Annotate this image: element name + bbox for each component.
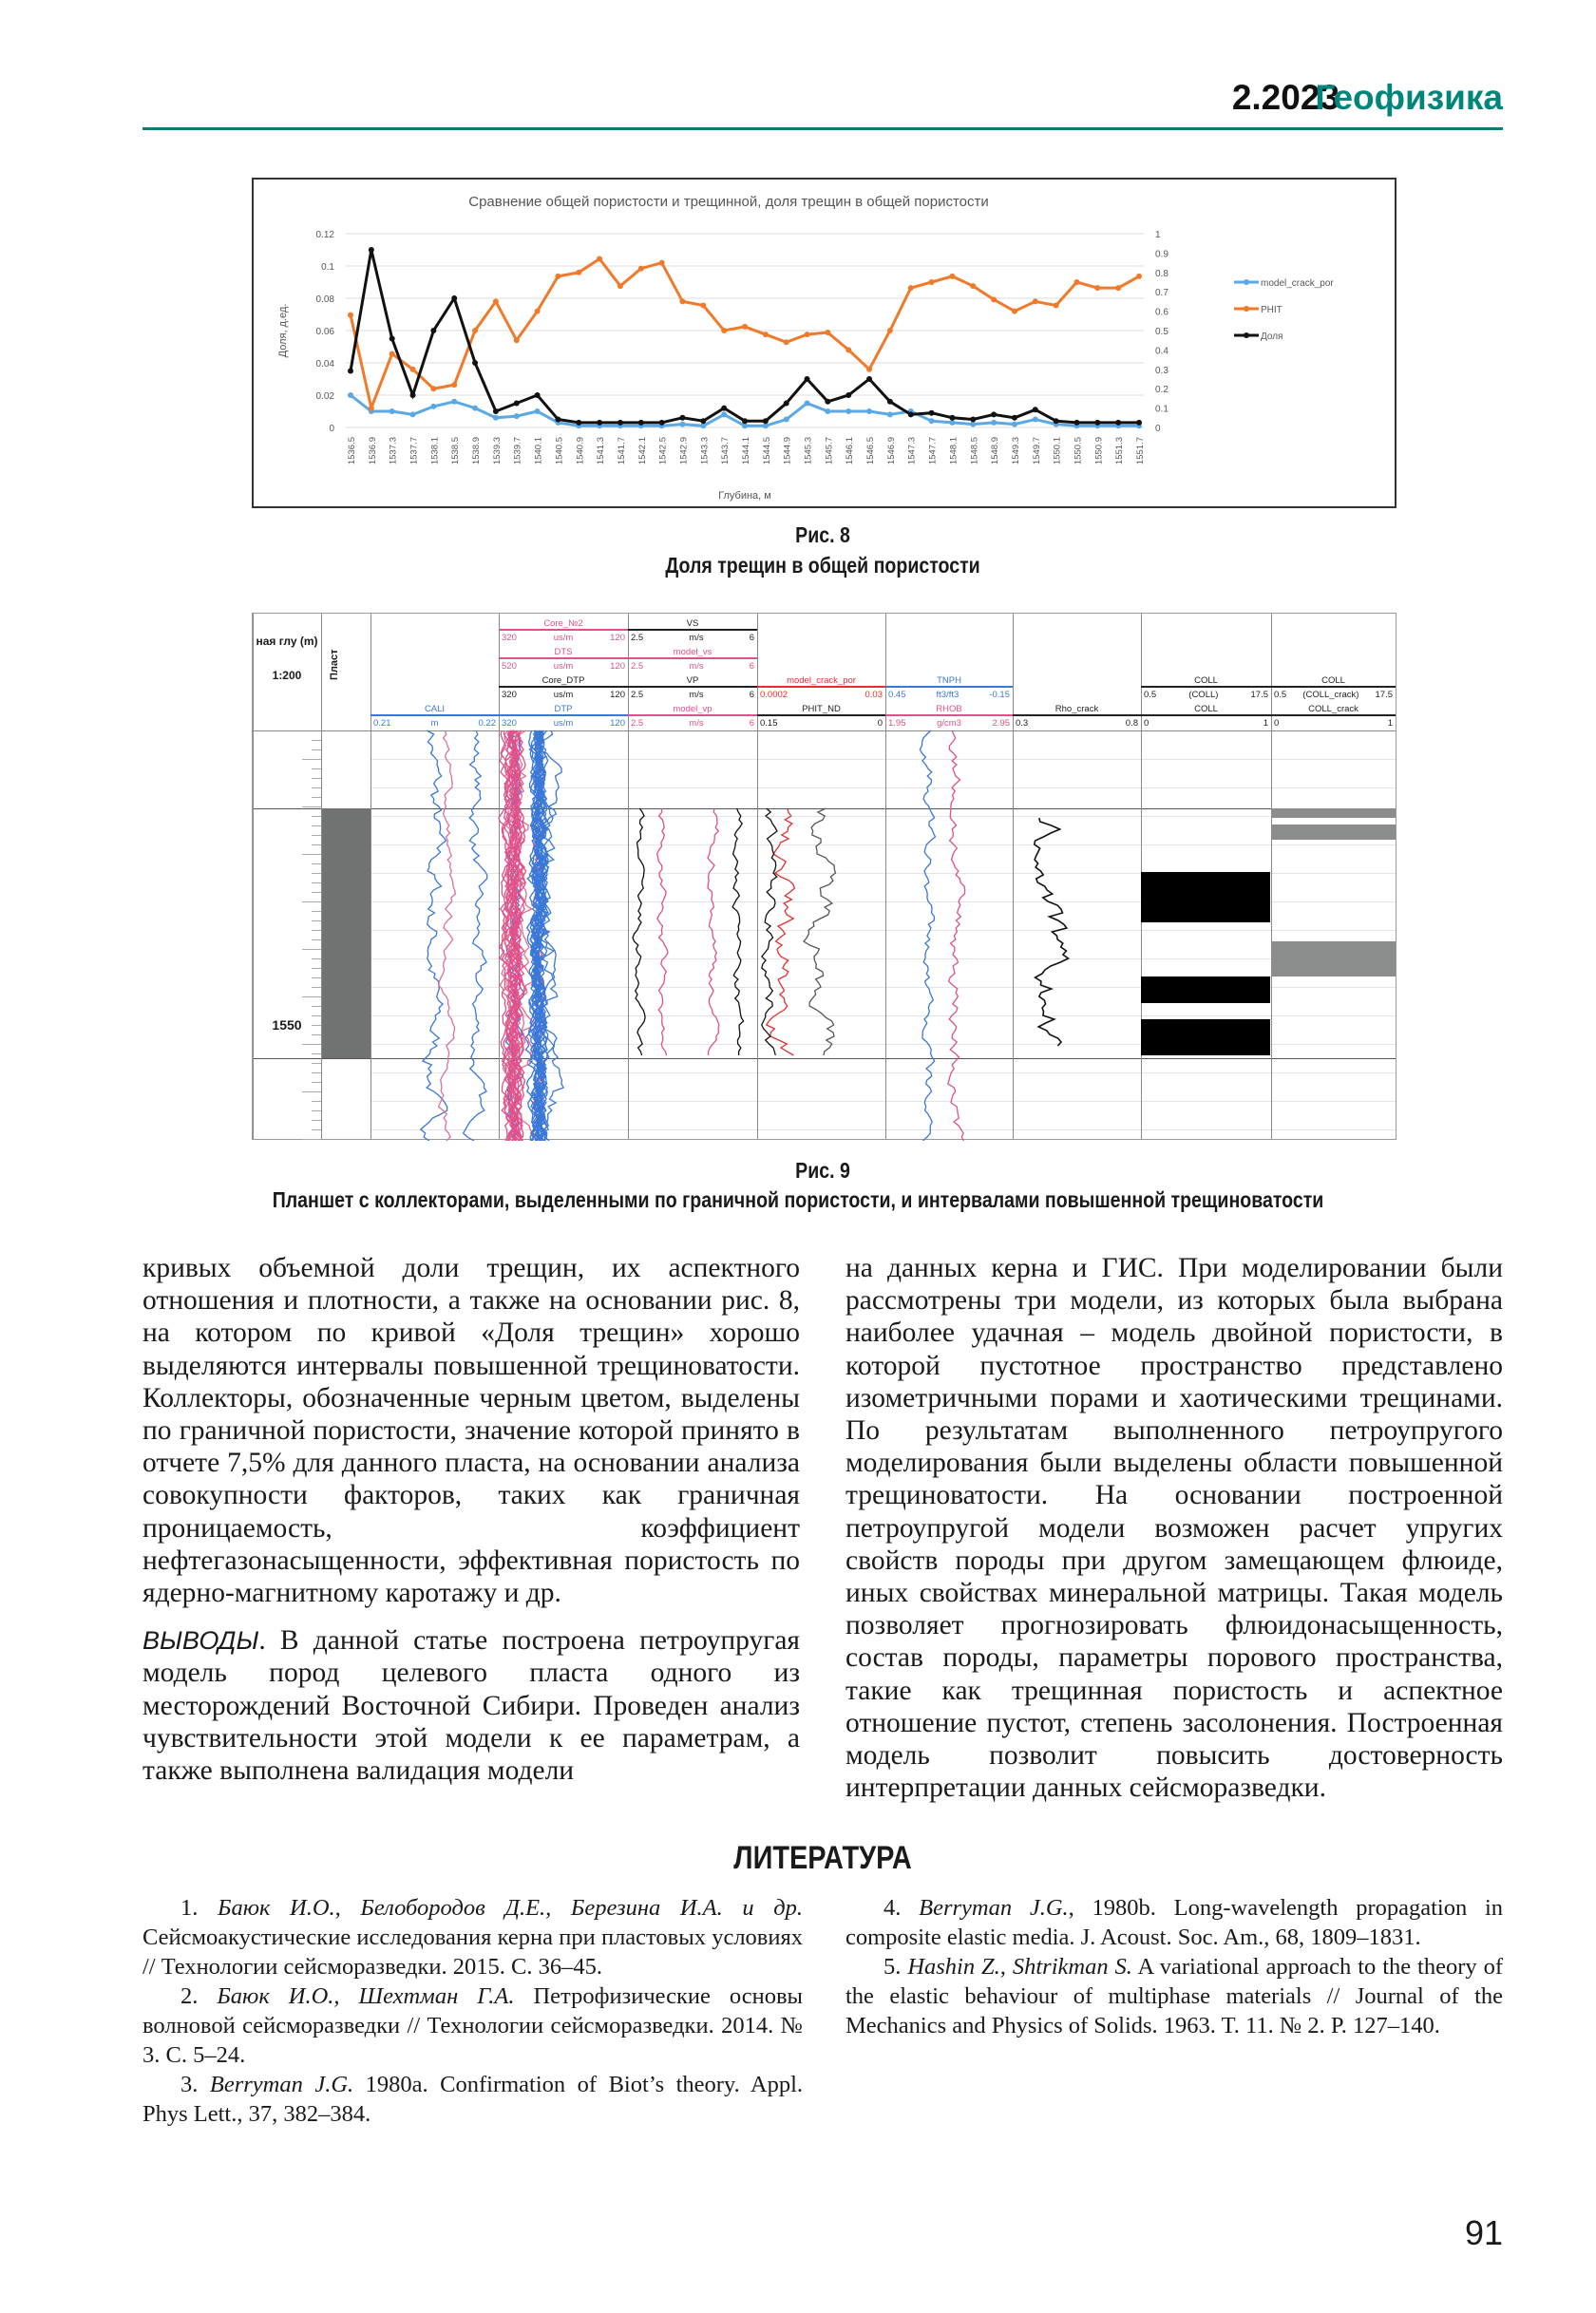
- x-tick-label: 1542.5: [657, 437, 669, 465]
- data-point: [493, 408, 499, 414]
- scale-max: 0.03: [864, 690, 883, 700]
- conclusions-heading: ВЫВОДЫ: [142, 1626, 259, 1656]
- x-tick-label: 1540.9: [575, 437, 586, 465]
- x-tick-label: 1546.1: [845, 437, 856, 465]
- text-column-right: [846, 1252, 1503, 1804]
- ref-num: 5.: [884, 1954, 908, 1980]
- data-point: [390, 408, 395, 414]
- data-point: [1012, 415, 1017, 421]
- ref-text: 1980a. Confirmation of Biot’s theory. Appl. Phys Lett., 37, 382–384.: [142, 2072, 803, 2127]
- x-tick-label: 1542.9: [678, 437, 690, 465]
- ref-authors: Berryman J.G.: [919, 1895, 1069, 1921]
- data-point: [472, 360, 478, 366]
- scale-max: 17.5: [1250, 690, 1268, 700]
- x-tick-label: 1544.1: [741, 437, 751, 465]
- paragraph: кривых объемной доли трещин, их аспектного отношения и плотности, а также на основании рис. 8, на котором по кривой «Доля трещин» хорошо выделяются интервалы повышенной трещиноватости. Коллекторы, обозначенные черным цветом, выделены по граничной пористости, значение которой принято в отчете 7,5% для данного пласта, на основании анализа совокупности факторов, таких как граничная проницаемость, коэффициент нефтегазонасыщенности, эффективная пористость по ядерно-магнитному каротажу и др.: [142, 1253, 800, 1609]
- scale-max: 17.5: [1375, 690, 1393, 700]
- data-point: [659, 260, 665, 266]
- data-point: [472, 328, 478, 333]
- x-tick-label: 1547.7: [927, 437, 939, 465]
- y-tick-label: 0.02: [315, 391, 334, 402]
- page-number: 91: [1464, 2213, 1503, 2252]
- coll-interval-block: [1141, 1019, 1270, 1055]
- x-tick-label: 1537.7: [408, 437, 420, 465]
- curve-name: Core_№2: [543, 618, 583, 629]
- scale-min: 0.21: [373, 718, 391, 729]
- issue-number: 2.2023: [1231, 78, 1340, 117]
- depth-scale: 1:200: [272, 669, 302, 682]
- reference-item: [142, 1893, 803, 1981]
- y-axis-label: Доля, д.ед.: [277, 303, 289, 358]
- curve-name: Rho_crack: [1054, 704, 1099, 714]
- data-point: [721, 411, 727, 417]
- data-point: [1033, 298, 1038, 304]
- x-tick-label: 1536.5: [347, 437, 357, 465]
- scale-max: 2.95: [992, 718, 1010, 729]
- x-tick-label: 1544.5: [761, 437, 772, 465]
- scale-min: 0.15: [760, 718, 778, 729]
- paragraph-conclusions: [142, 1624, 800, 1787]
- scale-min: 0.0002: [760, 690, 788, 700]
- scale-unit: (COLL): [1188, 690, 1219, 700]
- scale-max: 6: [749, 690, 754, 700]
- phit-nd-curve: [804, 808, 836, 1055]
- data-point: [1033, 417, 1038, 423]
- y2-tick-label: 0.6: [1155, 307, 1168, 318]
- data-point: [991, 296, 997, 302]
- ref-num: 2.: [180, 1983, 218, 2009]
- data-point: [825, 330, 830, 335]
- data-point: [1033, 407, 1038, 412]
- curve-name: Core_DTP: [542, 675, 585, 686]
- x-tick-label: 1551.7: [1135, 437, 1146, 465]
- data-point: [555, 417, 560, 423]
- data-point: [846, 347, 851, 352]
- data-point: [805, 376, 810, 382]
- paragraph: на данных керна и ГИС. При моделировании были рассмотрены три модели, из которых была выбрана наиболее удачная – модель двойной пористости, в которой пустотное пространство представлено изометричными порами и хаотическими трещинами. По результатам выполненного петроупругого моделирования были выделены области повышенной трещиноватости. На основании построенной петроупругой модели возможен расчет упругих свойств породы при другом замещающем флюиде, иных свойствах минеральной матрицы. Такая модель позволяет прогнозировать флюидонасыщенность, состав породы, параметры порового пространства, такие как трещинная пористость и аспектное отношение пустот, степень засолонения. Построенная модель позволит повысить достоверность интерпретации данных сейсморазведки.: [846, 1253, 1503, 1804]
- y2-tick-label: 0.5: [1155, 327, 1168, 337]
- ref-authors: Баюк И.О., Шехтман Г.А.: [217, 1983, 515, 2009]
- x-tick-label: 1548.5: [969, 437, 980, 465]
- scale-max: 120: [610, 633, 625, 643]
- dtp-curve: [464, 730, 487, 1141]
- data-point: [638, 420, 644, 426]
- data-point: [410, 411, 416, 417]
- y2-tick-label: 0: [1155, 424, 1161, 434]
- legend-label: PHIT: [1261, 305, 1282, 315]
- data-point: [1012, 422, 1017, 427]
- x-tick-label: 1550.1: [1052, 437, 1063, 465]
- data-point: [430, 386, 436, 391]
- chart-svg: [254, 180, 1395, 506]
- y-tick-label: 0.1: [321, 262, 334, 273]
- data-point: [451, 399, 457, 405]
- ref-text: Сейсмоакустические исследования керна при пластовых условиях // Технологии сейсморазведки. 2015. С. 36–45.: [142, 1924, 803, 1980]
- scale-min: 0.5: [1144, 690, 1157, 700]
- scale-min: 1.95: [888, 718, 906, 729]
- x-tick-label: 1548.1: [948, 437, 960, 465]
- scale-unit: g/cm3: [937, 718, 961, 729]
- data-point: [618, 420, 623, 426]
- curve-name: DTP: [554, 704, 573, 714]
- data-point: [763, 418, 769, 424]
- y-tick-label: 0: [329, 424, 334, 434]
- figure-9-caption: Планшет с коллекторами, выделенными по граничной пористости, и интервалами повышенной трещиноватости: [272, 1187, 1324, 1212]
- data-point: [887, 399, 893, 405]
- data-point: [949, 415, 955, 421]
- reference-item: [846, 1893, 1503, 1952]
- scale-min: 2.5: [631, 718, 644, 729]
- x-tick-label: 1545.7: [824, 437, 835, 465]
- curve-name: COLL_crack: [1308, 704, 1358, 714]
- data-point: [1012, 309, 1017, 314]
- scale-max: 0.22: [478, 718, 496, 729]
- scale-min: 0: [1144, 718, 1150, 729]
- data-point: [555, 274, 560, 279]
- data-point: [991, 420, 997, 426]
- curve-name: RHOB: [936, 704, 962, 714]
- data-point: [638, 266, 644, 272]
- data-point: [451, 295, 457, 301]
- x-tick-label: 1540.1: [533, 437, 544, 465]
- curve-name: VS: [686, 618, 699, 629]
- scale-min: 320: [502, 633, 517, 643]
- references-left: [142, 1893, 803, 2129]
- coll-interval-block: [1141, 872, 1270, 922]
- data-point: [805, 401, 810, 407]
- curve-name: COLL: [1194, 675, 1218, 686]
- y2-tick-label: 0.8: [1155, 268, 1168, 279]
- model-crack-por-curve: [767, 808, 795, 1055]
- scale-max: 6: [749, 718, 754, 729]
- y2-tick-label: 1: [1155, 230, 1161, 240]
- y-tick-label: 0.12: [315, 230, 334, 240]
- x-tick-label: 1538.1: [429, 437, 441, 465]
- data-point: [866, 408, 872, 414]
- data-point: [410, 392, 416, 398]
- data-point: [700, 302, 706, 308]
- scale-unit: m/s: [689, 661, 704, 672]
- data-point: [784, 401, 789, 407]
- data-point: [369, 247, 374, 253]
- data-point: [535, 309, 541, 314]
- data-point: [721, 328, 727, 333]
- data-point: [991, 411, 997, 417]
- data-point: [390, 351, 395, 356]
- x-tick-label: 1543.3: [699, 437, 711, 465]
- scale-max: 1: [1263, 718, 1268, 729]
- data-point: [949, 274, 955, 279]
- data-point: [825, 408, 830, 414]
- legend-marker: [1244, 306, 1249, 312]
- data-point: [1074, 420, 1079, 426]
- data-point: [866, 367, 872, 372]
- data-point: [929, 418, 935, 424]
- data-point: [846, 408, 851, 414]
- scale-min: 320: [502, 718, 517, 729]
- y2-tick-label: 0.9: [1155, 249, 1168, 260]
- figure-8-chart: [252, 178, 1396, 508]
- data-point: [908, 285, 914, 291]
- data-point: [1054, 302, 1059, 308]
- x-tick-label: 1540.5: [554, 437, 565, 465]
- figure-8-number: Рис. 8: [795, 522, 850, 547]
- data-point: [1054, 418, 1059, 424]
- reference-item: [142, 1981, 803, 2070]
- scale-min: 0.45: [888, 690, 906, 700]
- scale-min: 0.5: [1274, 690, 1287, 700]
- x-tick-label: 1537.3: [388, 437, 399, 465]
- x-tick-label: 1547.3: [906, 437, 918, 465]
- conclusions-text: . В данной статье построена петроупругая модель пород целевого пласта одного из месторождений Восточной Сибири. Проведен анализ чувствительности этой модели к ее параметрам, а также выполнена валидация модели: [142, 1625, 800, 1787]
- data-point: [742, 324, 748, 330]
- header-rule: [142, 127, 1503, 130]
- x-tick-label: 1550.5: [1073, 437, 1084, 465]
- scale-unit: us/m: [553, 718, 574, 729]
- legend-label: Доля: [1261, 332, 1283, 342]
- text-column-left: [142, 1252, 800, 1787]
- scale-min: 320: [502, 690, 517, 700]
- data-point: [369, 406, 374, 411]
- reference-item: [142, 2070, 803, 2129]
- depth-label: 1550: [272, 1017, 302, 1033]
- data-point: [1136, 420, 1142, 426]
- x-tick-label: 1546.5: [865, 437, 877, 465]
- ref-text: Петрофизические основы волновой сейсморазведки // Технологии сейсморазведки. 2014. № 3. С. 5–24.: [142, 1983, 804, 2068]
- curve-name: COLL: [1321, 675, 1345, 686]
- curve-name: CALI: [424, 704, 446, 714]
- data-point: [1115, 285, 1121, 291]
- data-point: [348, 369, 353, 374]
- curve-name: DTS: [554, 647, 573, 657]
- scale-max: 120: [610, 661, 625, 672]
- data-point: [1094, 285, 1100, 291]
- series-line-Доля: [351, 250, 1139, 423]
- rho-crack-curve: [1035, 818, 1069, 1046]
- data-point: [348, 313, 353, 318]
- chart-title: Сравнение общей пористости и трещинной, доля трещин в общей пористости: [468, 194, 989, 210]
- scale-unit: ft3/ft3: [936, 690, 960, 700]
- vs-curve: [633, 808, 645, 1055]
- y-tick-label: 0.04: [315, 359, 334, 370]
- curve-name: VP: [686, 675, 699, 686]
- scale-unit: (COLL_crack): [1302, 690, 1359, 700]
- data-point: [887, 411, 893, 417]
- data-point: [348, 392, 353, 398]
- scale-unit: m: [430, 718, 439, 729]
- references-right: [846, 1893, 1503, 2040]
- data-point: [514, 337, 520, 343]
- data-point: [430, 404, 436, 409]
- phit-curve: [762, 808, 777, 1055]
- vp-curve: [732, 808, 744, 1055]
- scale-max: 120: [610, 718, 625, 729]
- scale-min: 2.5: [631, 661, 644, 672]
- references-heading: ЛИТЕРАТУРА: [733, 1840, 912, 1876]
- scale-unit: us/m: [553, 661, 574, 672]
- data-point: [970, 283, 976, 289]
- model-vp-curve: [708, 808, 719, 1055]
- x-tick-label: 1546.9: [885, 437, 897, 465]
- x-tick-label: 1539.3: [491, 437, 503, 465]
- data-point: [493, 415, 499, 421]
- data-point: [1074, 279, 1079, 285]
- plast-label: Пласт: [329, 649, 340, 680]
- scale-max: 0: [877, 718, 883, 729]
- scale-unit: us/m: [553, 690, 574, 700]
- cali-curve: [421, 730, 447, 1141]
- data-point: [535, 408, 541, 414]
- data-point: [472, 406, 478, 411]
- data-point: [618, 283, 623, 289]
- x-tick-label: 1541.7: [616, 437, 627, 465]
- data-point: [576, 270, 581, 275]
- coll-crack-interval-block: [1271, 825, 1396, 840]
- scale-min: 0: [1274, 718, 1280, 729]
- x-tick-label: 1550.9: [1093, 437, 1105, 465]
- scale-min: 0.3: [1016, 718, 1029, 729]
- data-point: [784, 417, 789, 423]
- scale-max: -0.15: [989, 690, 1010, 700]
- series-line-PHIT: [351, 259, 1139, 408]
- data-point: [410, 367, 416, 372]
- scale-min: 520: [502, 661, 517, 672]
- journal-title: Геофизика: [1315, 78, 1503, 117]
- scale-unit: us/m: [553, 633, 574, 643]
- x-tick-label: 1541.3: [596, 437, 607, 465]
- data-point: [679, 415, 685, 421]
- scale-max: 6: [749, 661, 754, 672]
- ref-authors: Berryman J.G.: [209, 2072, 354, 2097]
- x-tick-label: 1538.5: [450, 437, 462, 465]
- data-point: [929, 279, 935, 285]
- scale-max: 1: [1387, 718, 1393, 729]
- data-point: [887, 328, 893, 333]
- x-tick-label: 1549.3: [1010, 437, 1021, 465]
- y-tick-label: 0.06: [315, 327, 334, 337]
- data-point: [784, 339, 789, 345]
- curve-name: PHIT_ND: [802, 704, 841, 714]
- data-point: [763, 332, 769, 337]
- data-point: [929, 410, 935, 416]
- x-tick-label: 1543.7: [720, 437, 732, 465]
- x-tick-label: 1539.7: [512, 437, 523, 465]
- figure-9-log-plot: [252, 613, 1396, 1140]
- data-point: [1094, 420, 1100, 426]
- scale-min: 2.5: [631, 690, 644, 700]
- x-axis-label: Глубина, м: [718, 490, 771, 502]
- coll-interval-block: [1141, 976, 1270, 1003]
- legend-marker: [1244, 279, 1249, 285]
- y2-tick-label: 0.2: [1155, 385, 1168, 396]
- data-point: [866, 376, 872, 382]
- data-point: [908, 411, 914, 417]
- data-point: [597, 420, 602, 426]
- scale-max: 120: [610, 690, 625, 700]
- data-point: [679, 422, 685, 427]
- y-tick-label: 0.08: [315, 294, 334, 305]
- data-point: [970, 417, 976, 423]
- data-point: [805, 332, 810, 337]
- data-point: [514, 401, 520, 407]
- data-point: [514, 413, 520, 419]
- data-point: [493, 298, 499, 304]
- curve-name: model_crack_por: [787, 675, 856, 686]
- data-point: [700, 418, 706, 424]
- data-point: [430, 328, 436, 333]
- ref-authors: Баюк И.О., Белобородов Д.Е., Березина И.А. и др.: [218, 1895, 803, 1921]
- y2-tick-label: 0.3: [1155, 365, 1168, 376]
- reference-item: [846, 1952, 1503, 2040]
- rhob-curve: [948, 730, 965, 1141]
- curve-name: model_vs: [673, 647, 712, 657]
- data-point: [846, 392, 851, 398]
- ref-num: 1.: [180, 1895, 218, 1921]
- scale-min: 2.5: [631, 633, 644, 643]
- legend-marker: [1244, 332, 1249, 338]
- coll-crack-interval-block: [1271, 941, 1396, 976]
- data-point: [825, 399, 830, 405]
- x-tick-label: 1544.9: [782, 437, 793, 465]
- scale-unit: m/s: [689, 633, 704, 643]
- y2-tick-label: 0.1: [1155, 404, 1168, 415]
- y2-tick-label: 0.7: [1155, 288, 1168, 299]
- coll-crack-interval-block: [1271, 808, 1396, 818]
- ref-num: 4.: [884, 1895, 920, 1921]
- data-point: [721, 406, 727, 411]
- depth-header: ная глу (m): [256, 635, 318, 648]
- data-point: [535, 392, 541, 398]
- scale-unit: m/s: [689, 718, 704, 729]
- x-tick-label: 1548.9: [990, 437, 1001, 465]
- figure-8-caption: Доля трещин в общей пористости: [665, 553, 980, 578]
- data-point: [597, 256, 602, 262]
- scale-max: 0.8: [1125, 718, 1138, 729]
- ref-authors: Hashin Z., Shtrikman S.: [907, 1954, 1132, 1980]
- curve-name: model_vp: [673, 704, 712, 714]
- x-tick-label: 1538.9: [471, 437, 483, 465]
- scale-max: 6: [749, 633, 754, 643]
- data-point: [1136, 274, 1142, 279]
- x-tick-label: 1545.3: [803, 437, 814, 465]
- ref-text: A variational approach to the theory of the elastic behaviour of multiphase materials // Journal of the Mechanics and Physics of Solids. 1963. T. 11. № 2. P. 127–140.: [846, 1954, 1503, 2038]
- data-point: [742, 418, 748, 424]
- model-curve: [439, 730, 456, 1141]
- data-point: [576, 420, 581, 426]
- x-tick-label: 1551.3: [1114, 437, 1126, 465]
- curve-name: TNPH: [937, 675, 961, 686]
- ref-num: 3.: [180, 2072, 210, 2097]
- x-tick-label: 1549.7: [1031, 437, 1042, 465]
- model-vs-curve: [657, 808, 668, 1055]
- data-point: [451, 382, 457, 388]
- scale-unit: m/s: [689, 690, 704, 700]
- x-tick-label: 1536.9: [367, 437, 378, 465]
- data-point: [1115, 420, 1121, 426]
- data-point: [390, 336, 395, 342]
- data-point: [659, 420, 665, 426]
- x-tick-label: 1542.1: [636, 437, 648, 465]
- legend-label: model_crack_por: [1261, 278, 1334, 289]
- figure-9-number: Рис. 9: [795, 1158, 850, 1183]
- y2-tick-label: 0.4: [1155, 346, 1168, 357]
- ref-text: , 1980b. Long-wavelength propagation in composite elastic media. J. Acoust. Soc. Am., 68, 1809–1831.: [846, 1895, 1504, 1950]
- curve-name: COLL: [1194, 704, 1218, 714]
- data-point: [679, 298, 685, 304]
- tnph-curve: [920, 730, 935, 1141]
